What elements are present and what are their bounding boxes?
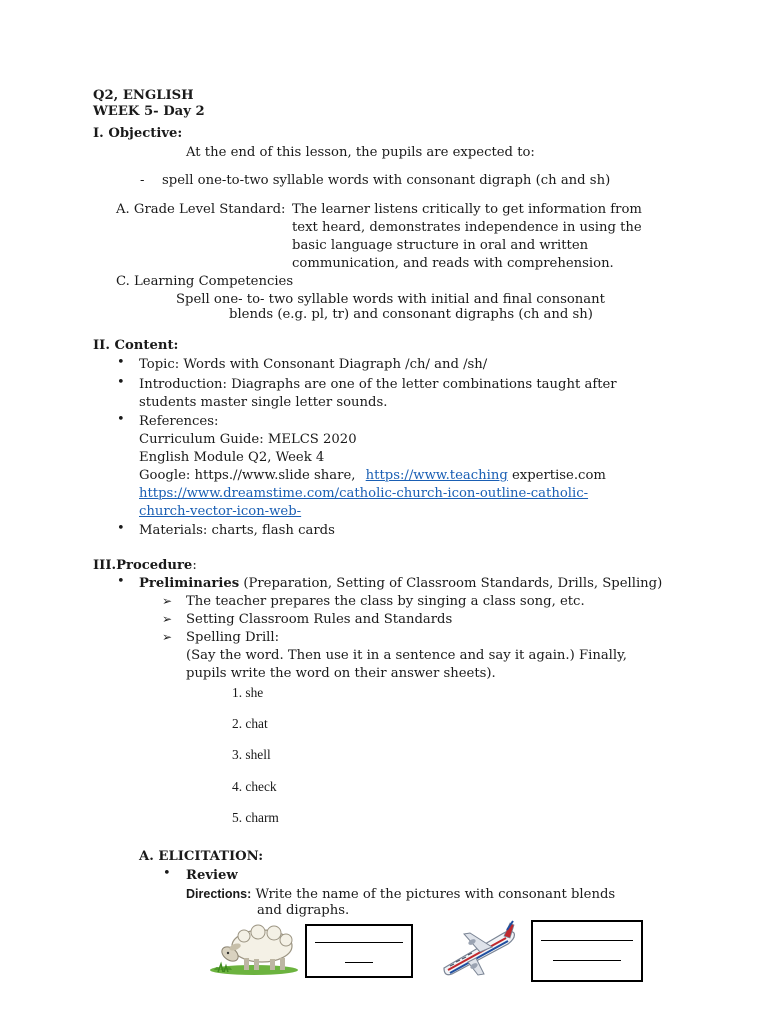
airplane-picture-icon	[434, 920, 520, 978]
answer-box-sheep[interactable]	[305, 924, 413, 978]
bullet-icon: •	[117, 574, 125, 589]
spelling-word: 5. charm	[232, 810, 279, 825]
arrow-icon: ➢	[162, 612, 173, 626]
procedure-step: The teacher prepares the class by singing a class song, etc.	[186, 594, 585, 609]
gls-line: The learner listens critically to get information from	[292, 202, 642, 217]
objective-intro: At the end of this lesson, the pupils are expected to:	[186, 145, 535, 160]
bullet-icon: •	[117, 355, 125, 370]
topic-text: Topic: Words with Consonant Diagraph /ch/ and /sh/	[139, 357, 488, 372]
subject-title: Q2, ENGLISH	[93, 88, 194, 103]
gls-line: text heard, demonstrates independence in using the	[292, 220, 642, 235]
answer-line	[345, 962, 373, 963]
procedure-heading	[93, 557, 197, 575]
dreamstime-link-continued[interactable]: church-vector-icon-web-	[139, 504, 302, 519]
procedure-step: Setting Classroom Rules and Standards	[186, 612, 453, 627]
elicitation-heading: A. ELICITATION:	[139, 849, 264, 864]
procedure-title: III.Procedure	[93, 558, 193, 573]
preliminaries-line	[139, 575, 662, 593]
review-label: Review	[186, 868, 238, 883]
references-label: References:	[139, 414, 219, 429]
lc-line: blends (e.g. pl, tr) and consonant digraphs (ch and sh)	[229, 307, 593, 322]
directions-line-continued: and digraphs.	[257, 903, 350, 918]
reference-line: Curriculum Guide: MELCS 2020	[139, 432, 357, 447]
answer-line	[541, 940, 633, 941]
google-suffix: expertise.com	[511, 468, 606, 483]
teaching-expertise-link[interactable]: https://www.teaching	[365, 468, 508, 483]
week-title: WEEK 5- Day 2	[93, 104, 205, 119]
sheep-picture-icon	[208, 920, 300, 976]
reference-line: English Module Q2, Week 4	[139, 450, 325, 465]
answer-line	[315, 942, 403, 943]
introduction-line: students master single letter sounds.	[139, 395, 388, 410]
directions-line	[186, 885, 615, 904]
bullet-icon: •	[117, 375, 125, 390]
dreamstime-link[interactable]: https://www.dreamstime.com/catholic-church-icon-outline-catholic-	[139, 486, 589, 501]
directions-text: Write the name of the pictures with consonant blends	[255, 887, 616, 902]
preliminaries-title: Preliminaries	[139, 576, 240, 591]
preliminaries-detail: (Preparation, Setting of Classroom Standards, Drills, Spelling)	[243, 576, 663, 591]
objective-item: spell one-to-two syllable words with consonant digraph (ch and sh)	[162, 173, 611, 188]
google-prefix: Google: https.//www.slide share,	[139, 468, 356, 483]
lc-line: Spell one- to- two syllable words with initial and final consonant	[176, 292, 605, 307]
procedure-step: Spelling Drill:	[186, 630, 280, 645]
content-heading: II. Content:	[93, 338, 179, 353]
bullet-icon: •	[163, 866, 171, 881]
procedure-colon: :	[192, 558, 197, 573]
gls-line: basic language structure in oral and written	[292, 238, 589, 253]
objective-heading: I. Objective:	[93, 126, 183, 141]
spelling-word: 4. check	[232, 779, 277, 794]
gls-line: communication, and reads with comprehension.	[292, 256, 614, 271]
arrow-icon: ➢	[162, 630, 173, 644]
answer-line	[553, 960, 621, 961]
spelling-word: 1. she	[232, 685, 264, 700]
bullet-icon: •	[117, 412, 125, 427]
dash-marker: -	[140, 173, 145, 188]
learning-competencies-label: C. Learning Competencies	[116, 274, 294, 289]
drill-instruction: (Say the word. Then use it in a sentence and say it again.) Finally,	[186, 648, 628, 663]
materials-text: Materials: charts, flash cards	[139, 523, 335, 538]
introduction-line: Introduction: Diagraphs are one of the letter combinations taught after	[139, 377, 617, 392]
bullet-icon: •	[117, 521, 125, 536]
drill-instruction: pupils write the word on their answer sheets).	[186, 666, 496, 681]
directions-label: Directions:	[186, 887, 252, 901]
answer-box-airplane[interactable]	[531, 920, 643, 982]
grade-level-standard-label: A. Grade Level Standard:	[116, 202, 286, 217]
google-reference	[139, 467, 606, 485]
arrow-icon: ➢	[162, 594, 173, 608]
spelling-word: 2. chat	[232, 716, 268, 731]
spelling-word: 3. shell	[232, 747, 271, 762]
